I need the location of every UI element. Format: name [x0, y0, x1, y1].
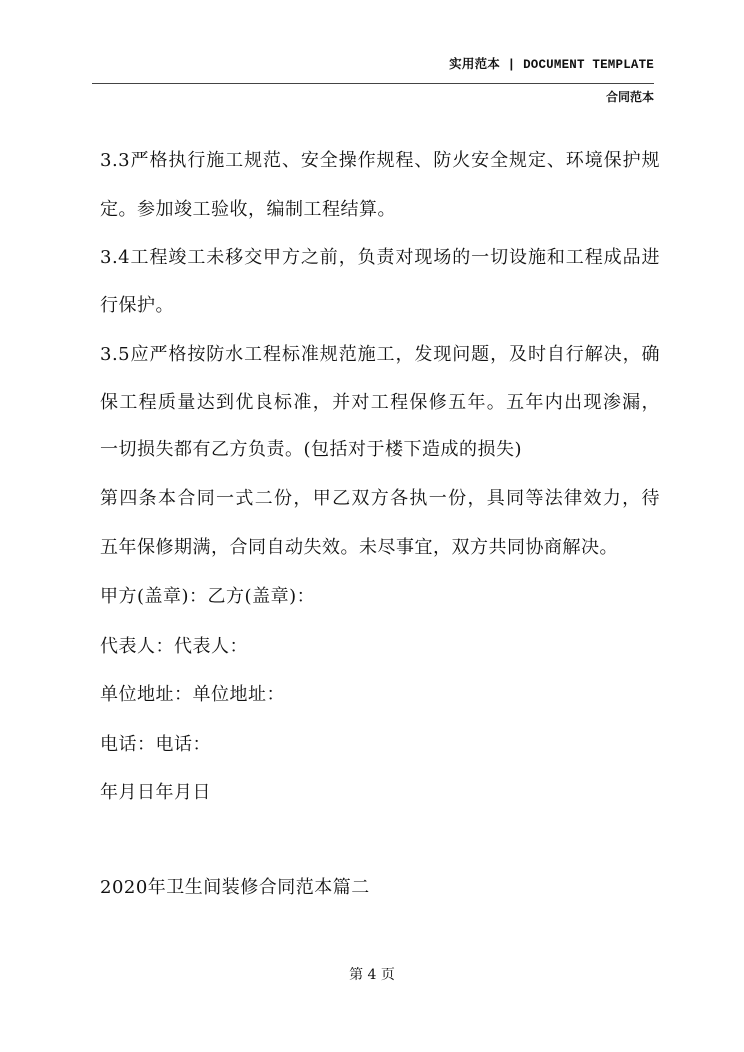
paragraph-line: 3.4工程竣工未移交甲方之前，负责对现场的一切设施和工程成品进: [100, 247, 660, 268]
header-title: 实用范本 | DOCUMENT TEMPLATE: [449, 58, 654, 72]
paragraph-line: 定。参加竣工验收，编制工程结算。: [100, 199, 396, 220]
paragraph-line: 3.3严格执行施工规范、安全操作规程、防火安全规定、环境保护规: [100, 150, 660, 171]
paragraph-line: 一切损失都有乙方负责。(包括对于楼下造成的损失): [100, 439, 523, 460]
header-divider: [92, 83, 654, 84]
paragraph-line: 五年保修期满，合同自动失效。未尽事宜，双方共同协商解决。: [100, 537, 618, 558]
header-subtitle: 合同范本: [605, 90, 654, 104]
section-heading: 2020年卫生间装修合同范本篇二: [100, 877, 370, 898]
signature-line-representative: 代表人：代表人：: [100, 636, 248, 657]
paragraph-line: 3.5应严格按防水工程标准规范施工，发现问题，及时自行解决，确: [100, 344, 660, 365]
page-number: 第 4 页: [349, 967, 395, 983]
signature-line-phone: 电话：电话：: [100, 734, 211, 755]
signature-line-date: 年月日年月日: [100, 782, 211, 803]
paragraph-line: 保工程质量达到优良标准，并对工程保修五年。五年内出现渗漏，: [100, 392, 660, 413]
paragraph-line: 行保护。: [100, 295, 174, 316]
signature-line-address: 单位地址：单位地址：: [100, 684, 285, 705]
signature-line-party: 甲方(盖章)：乙方(盖章)：: [100, 586, 316, 607]
paragraph-line: 第四条本合同一式二份，甲乙双方各执一份，具同等法律效力，待: [100, 488, 660, 509]
